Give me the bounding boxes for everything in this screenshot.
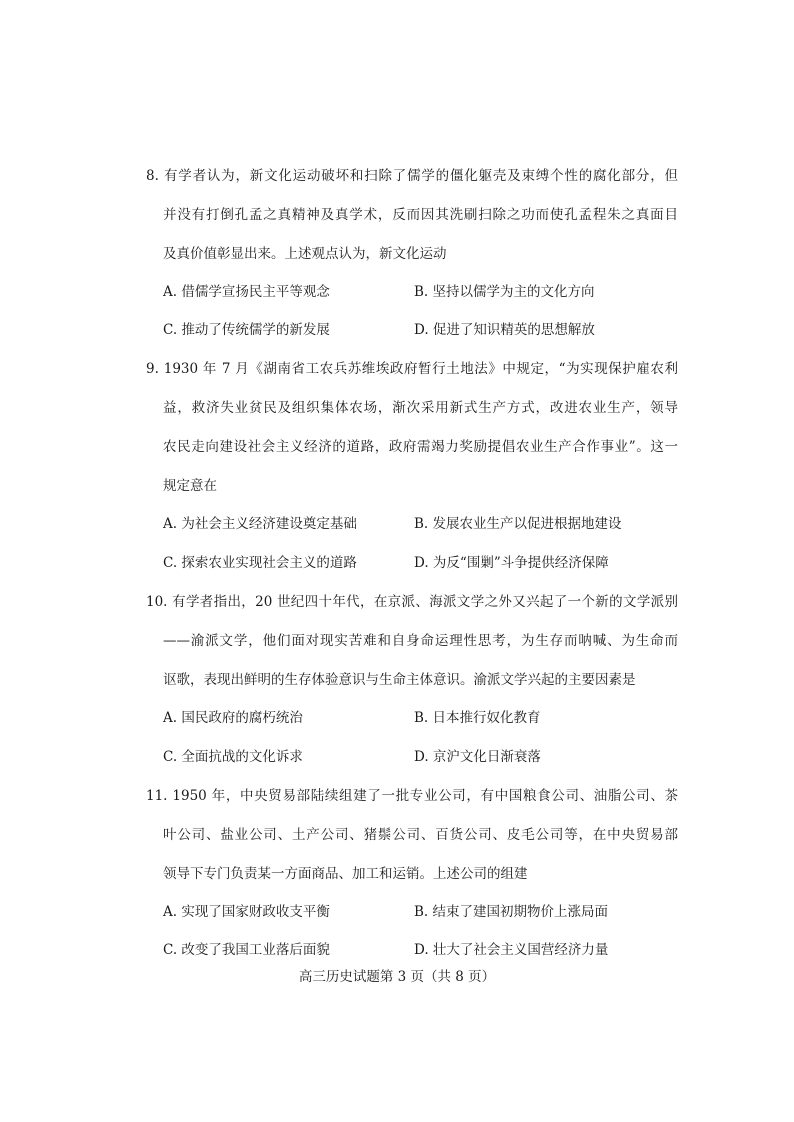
question-9-line-4: 规定意在 bbox=[163, 478, 217, 494]
question-11-option-c: C. 改变了我国工业落后面貌 bbox=[163, 942, 330, 958]
question-11-line-2: 叶公司、盐业公司、土产公司、猪鬃公司、百货公司、皮毛公司等，在中央贸易部 bbox=[163, 827, 678, 843]
question-8-option-b: B. 坚持以儒学为主的文化方向 bbox=[414, 284, 595, 300]
question-10-line-1: 10. 有学者指出，20 世纪四十年代，在京派、海派文学之外又兴起了一个新的文学派别 bbox=[146, 594, 678, 610]
question-10-line-2: ——渝派文学，他们面对现实苦难和自身命运理性思考，为生存而呐喊、为生命而 bbox=[163, 633, 678, 649]
question-9-line-3: 农民走向建设社会主义经济的道路，政府需竭力奖励提倡农业生产合作事业”。这一 bbox=[163, 439, 678, 455]
question-9-line-2: 益，救济失业贫民及组织集体农场，渐次采用新式生产方式，改进农业生产，领导 bbox=[163, 400, 678, 416]
question-9-option-d: D. 为反“围剿”斗争提供经济保障 bbox=[414, 555, 609, 571]
question-8-line-1: 8. 有学者认为，新文化运动破坏和扫除了儒学的僵化躯壳及束缚个性的腐化部分，但 bbox=[146, 168, 678, 184]
question-8-line-3: 及真价值彰显出来。上述观点认为，新文化运动 bbox=[163, 246, 447, 262]
question-9-option-b: B. 发展农业生产以促进根据地建设 bbox=[414, 516, 622, 532]
question-10-line-3: 讴歌，表现出鲜明的生存体验意识与生命主体意识。渝派文学兴起的主要因素是 bbox=[163, 672, 636, 688]
question-8-option-a: A. 借儒学宣扬民主平等观念 bbox=[163, 284, 330, 300]
question-11-option-a: A. 实现了国家财政收支平衡 bbox=[163, 904, 330, 920]
question-10-option-c: C. 全面抗战的文化诉求 bbox=[163, 749, 303, 765]
question-9-option-c: C. 探索农业实现社会主义的道路 bbox=[163, 555, 357, 571]
question-8-option-d: D. 促进了知识精英的思想解放 bbox=[414, 322, 595, 338]
question-11-option-d: D. 壮大了社会主义国营经济力量 bbox=[414, 942, 609, 958]
question-10-option-a: A. 国民政府的腐朽统治 bbox=[163, 710, 303, 726]
question-8-option-c: C. 推动了传统儒学的新发展 bbox=[163, 322, 330, 338]
question-10-option-d: D. 京沪文化日渐衰落 bbox=[414, 749, 541, 765]
question-11-option-b: B. 结束了建国初期物价上涨局面 bbox=[414, 904, 609, 920]
question-9-line-1: 9. 1930 年 7 月《湖南省工农兵苏维埃政府暂行土地法》中规定，“为实现保护雇农利 bbox=[146, 361, 678, 377]
page-footer: 高三历史试题第 3 页（共 8 页） bbox=[298, 969, 496, 985]
question-11-line-1: 11. 1950 年，中央贸易部陆续组建了一批专业公司，有中国粮食公司、油脂公司、茶 bbox=[146, 788, 678, 804]
question-8-line-2: 并没有打倒孔孟之真精神及真学术，反而因其洗刷扫除之功而使孔孟程朱之真面目 bbox=[163, 207, 678, 223]
question-11-line-3: 领导下专门负责某一方面商品、加工和运销。上述公司的组建 bbox=[163, 866, 528, 882]
question-10-option-b: B. 日本推行奴化教育 bbox=[414, 710, 541, 726]
question-9-option-a: A. 为社会主义经济建设奠定基础 bbox=[163, 516, 357, 532]
